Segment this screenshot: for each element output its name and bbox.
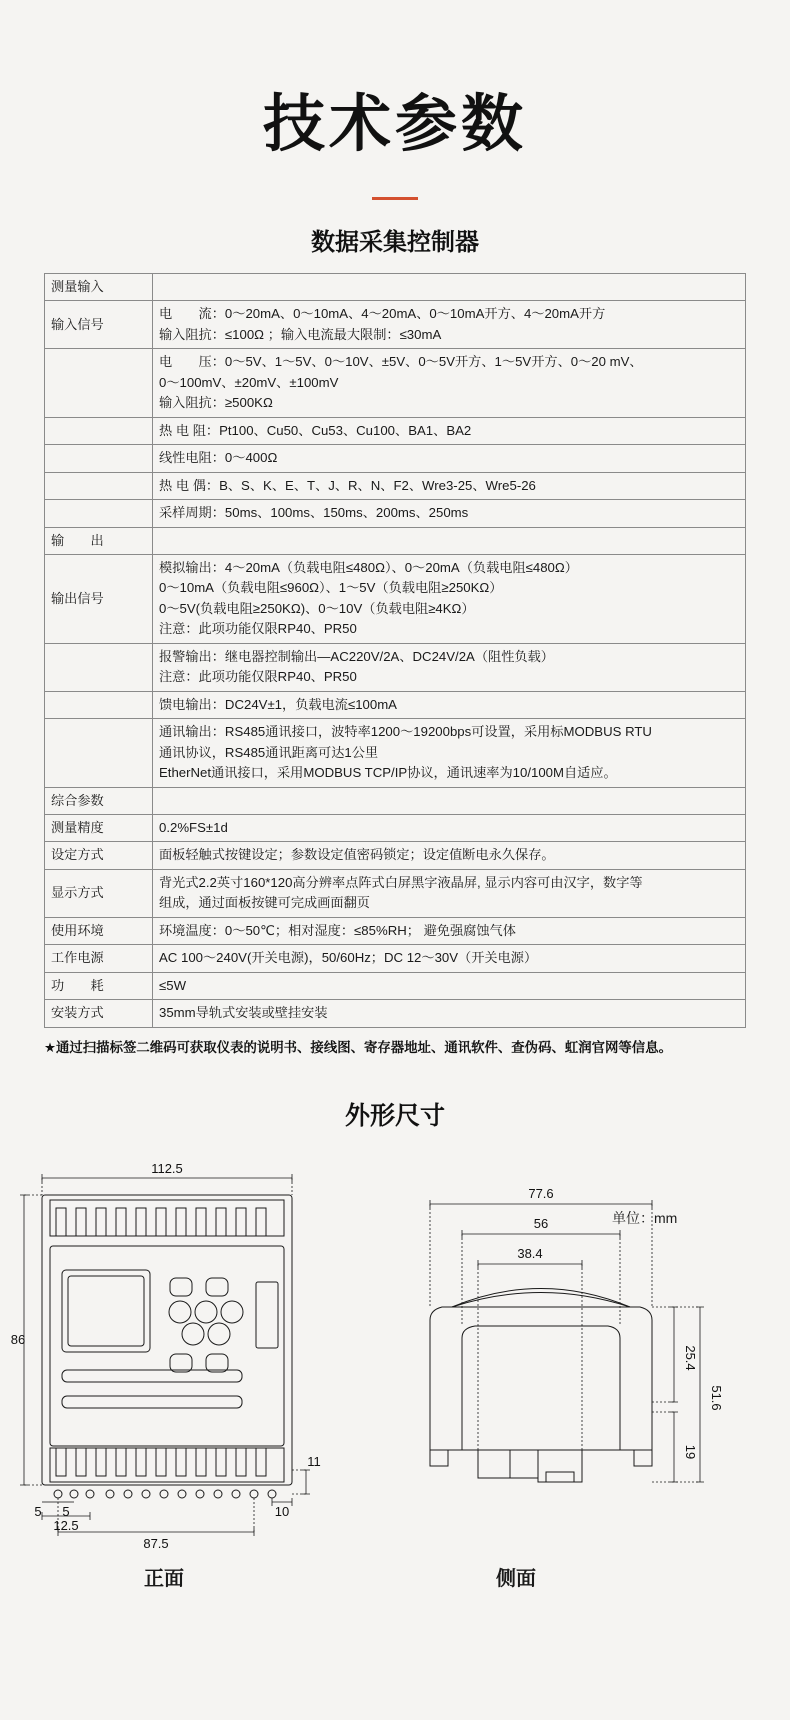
spec-value-line: AC 100～240V(开关电源)，50/60Hz；DC 12～30V（开关电源）: [159, 950, 538, 966]
spec-value: [153, 917, 746, 944]
side-w2-dim: 56: [533, 1215, 549, 1231]
spec-value-line: 热 电 阻：Pt100、Cu50、Cu53、Cu100、BA1、BA2: [159, 422, 472, 438]
spec-value-line: 注意：此项功能仅限RP40、PR50: [159, 669, 357, 685]
spec-value-line: 电 压：0～5V、1～5V、0～10V、±5V、0～5V开方、1～5V开方、0～20 mV、: [159, 354, 643, 370]
spec-label: [45, 643, 153, 691]
side-h3-dim: 19: [683, 1444, 698, 1459]
table-row: [45, 787, 746, 814]
table-row: [45, 445, 746, 472]
spec-value: [153, 349, 746, 417]
spec-table: [44, 273, 746, 1028]
title-divider: [372, 197, 418, 200]
front-left-a-dim: 5: [34, 1503, 42, 1519]
spec-value-line: 热 电 偶：B、S、K、E、T、J、R、N、F2、Wre3-25、Wre5-26: [159, 477, 536, 493]
spec-label: [45, 500, 153, 527]
table-row: [45, 643, 746, 691]
spec-label: 显示方式: [45, 869, 153, 917]
spec-value: [153, 972, 746, 999]
spec-value-line: 0.2%FS±1d: [159, 819, 228, 835]
front-height-dim: 86: [10, 1331, 26, 1347]
table-row: [45, 945, 746, 972]
spec-value: [153, 445, 746, 472]
spec-value-line: 模拟输出：4～20mA（负载电阻≤480Ω）、0～20mA（负载电阻≤480Ω）: [159, 559, 578, 575]
spec-value-line: 通讯协议，RS485通讯距离可达1公里: [159, 744, 379, 760]
spec-value: [153, 691, 746, 718]
side-h1-dim: 51.6: [709, 1384, 724, 1411]
page-title: 技术参数: [262, 87, 527, 160]
spec-label: 功 耗: [45, 972, 153, 999]
spec-label: 输 出: [45, 527, 153, 554]
spec-label: 输入信号: [45, 301, 153, 349]
table-row: [45, 349, 746, 417]
front-right-b-dim: 11: [307, 1453, 321, 1469]
dimension-drawings: [0, 1150, 790, 1620]
spec-value-line: 35mm导轨式安装或壁挂安装: [159, 1005, 328, 1021]
front-right-a-dim: 10: [274, 1503, 290, 1519]
side-view-caption: 侧面: [496, 1567, 536, 1590]
spec-label: 设定方式: [45, 842, 153, 869]
side-w3-dim: 38.4: [517, 1245, 543, 1261]
spec-value-line: 面板轻触式按键设定；参数设定值密码锁定；设定值断电永久保存。: [159, 847, 555, 863]
spec-label: [45, 445, 153, 472]
table-row: [45, 1000, 746, 1027]
spec-label: 测量精度: [45, 814, 153, 841]
front-width-dim: 112.5: [151, 1160, 183, 1176]
spec-value: [153, 842, 746, 869]
spec-value-line: 组成，通过面板按键可完成画面翻页: [159, 895, 370, 911]
spec-label: 测量输入: [45, 274, 153, 301]
spec-value-line: 通讯输出：RS485通讯接口，波特率1200～19200bps可设置，采用标MODBUS RTU: [159, 724, 652, 740]
table-row: [45, 500, 746, 527]
table-row: [45, 972, 746, 999]
table-row: [45, 719, 746, 787]
spec-value: [153, 787, 746, 814]
spec-value-line: EtherNet通讯接口，采用MODBUS TCP/IP协议，通讯速率为10/100M自适应。: [159, 765, 617, 781]
spec-value: [153, 417, 746, 444]
spec-label: [45, 417, 153, 444]
table-row: [45, 691, 746, 718]
front-bottom-span-dim: 87.5: [143, 1535, 169, 1551]
spec-label: 输出信号: [45, 554, 153, 643]
table-row: [45, 472, 746, 499]
table-row: [45, 917, 746, 944]
spec-value: [153, 472, 746, 499]
side-h2-dim: 25.4: [683, 1344, 698, 1371]
spec-value: [153, 945, 746, 972]
spec-label: [45, 719, 153, 787]
side-view-drawing: [400, 1160, 730, 1560]
spec-value-line: 线性电阻：0～400Ω: [159, 450, 278, 466]
spec-value: [153, 274, 746, 301]
spec-value: [153, 1000, 746, 1027]
spec-value: [153, 869, 746, 917]
table-row: [45, 869, 746, 917]
dimensions-title: 外形尺寸: [344, 1101, 445, 1130]
table-row: [45, 842, 746, 869]
spec-value-line: 输入阻抗：≥500KΩ: [159, 395, 273, 411]
spec-value: [153, 301, 746, 349]
table-row: [45, 527, 746, 554]
table-row: [45, 554, 746, 643]
table-row: [45, 301, 746, 349]
spec-value-line: ≤5W: [159, 977, 187, 993]
footnote: ★通过扫描标签二维码可获取仪表的说明书、接线图、寄存器地址、通讯软件、查伪码、虹润官网等信息。: [44, 1039, 672, 1055]
table-row: [45, 274, 746, 301]
spec-label: 使用环境: [45, 917, 153, 944]
spec-value: [153, 814, 746, 841]
spec-label: [45, 472, 153, 499]
spec-label: 安装方式: [45, 1000, 153, 1027]
spec-value: [153, 500, 746, 527]
spec-value-line: 环境温度：0～50℃；相对湿度：≤85%RH； 避免强腐蚀气体: [159, 922, 516, 938]
front-left-c-dim: 12.5: [53, 1517, 79, 1533]
spec-label: 工作电源: [45, 945, 153, 972]
spec-value: [153, 719, 746, 787]
spec-value: [153, 643, 746, 691]
spec-value-line: 0～100mV、±20mV、±100mV: [159, 374, 339, 390]
front-view-drawing: [10, 1160, 370, 1560]
spec-value: [153, 554, 746, 643]
front-left-b-dim: 5: [62, 1503, 70, 1519]
table-row: [45, 417, 746, 444]
spec-value-line: 0～5V(负载电阻≥250KΩ)、0～10V（负载电阻≥4KΩ）: [159, 600, 475, 616]
spec-value-line: 采样周期：50ms、100ms、150ms、200ms、250ms: [159, 505, 469, 521]
spec-value-line: 注意：此项功能仅限RP40、PR50: [159, 621, 357, 637]
spec-value-line: 背光式2.2英寸160*120高分辨率点阵式白屏黑字液晶屏, 显示内容可由汉字，数字等: [159, 874, 643, 890]
side-w1-dim: 77.6: [528, 1185, 554, 1201]
section-subtitle: 数据采集控制器: [311, 229, 479, 256]
spec-value-line: 输入阻抗：≤100Ω ；输入电流最大限制：≤30mA: [159, 326, 442, 342]
table-row: [45, 814, 746, 841]
spec-value-line: 馈电输出：DC24V±1，负载电流≤100mA: [159, 696, 397, 712]
spec-label: [45, 349, 153, 417]
spec-value: [153, 527, 746, 554]
unit-label: 单位：mm: [612, 1209, 678, 1226]
spec-label: 综合参数: [45, 787, 153, 814]
spec-value-line: 报警输出：继电器控制输出—AC220V/2A、DC24V/2A（阻性负载）: [159, 648, 554, 664]
spec-label: [45, 691, 153, 718]
front-view-caption: 正面: [144, 1567, 184, 1590]
spec-value-line: 电 流：0～20mA、0～10mA、4～20mA、0～10mA开方、4～20mA开方: [159, 306, 606, 322]
spec-value-line: 0～10mA（负载电阻≤960Ω）、1～5V（负载电阻≥250KΩ）: [159, 580, 503, 596]
